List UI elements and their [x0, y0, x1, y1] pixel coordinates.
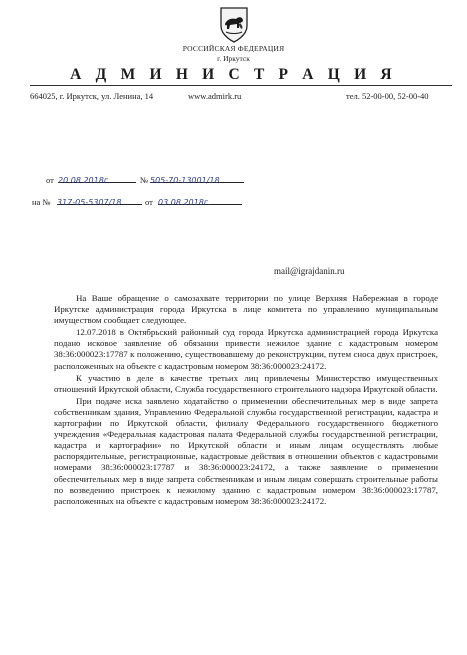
phone-numbers: тел. 52-00-00, 52-00-40 — [346, 91, 429, 101]
outgoing-number-label: № — [140, 175, 149, 185]
header-divider — [30, 85, 452, 86]
recipient-email: mail@igrajdanin.ru — [274, 266, 345, 276]
from-date-value: 20.08.2018г. — [58, 176, 111, 185]
reply-to-label: на № — [32, 197, 51, 207]
incoming-date-field — [158, 192, 242, 205]
paragraph-lawsuit: 12.07.2018 в Октябрьский районный суд города Иркутска администрацией города Иркутска подано исковое заявление об обязании привести нежилое здание с кадастровым номером 38:36:000023:17787 к положению, существовавшему до реконструкции, путем сноса двух пристроек, расположенных на объекте с кадастровым номером 38:36:000023:24172. — [54, 327, 438, 371]
from-date-label: от — [46, 175, 54, 185]
paragraph-interim-measures: При подаче иска заявлено ходатайство о применении обеспечительных мер в виде запрета собственникам здания, Управлению Федеральной службы государственной регистрации, кадастра и картографии по Иркутской области, филиалу Федерального государственного бюджетного учреждения «Федеральная кадастровая палата Федеральной службы государственной регистрации, кадастра и картографии» по Иркутской области и иным лицам осуществлять любые распорядительные, регистрационные, кадастровые действия в отношении объектов с кадастровыми номерами 38:36:000023:17787 и 38:36:000023:24172, а также заявление о применении обеспечительных мер в виде запрета собственникам и иным лицам совершать строительные работы по возведению пристроек к нежилому зданию с кадастровым номером 38:36:000023:17787, расположенных на объекте с кадастровым номером 38:36:000023:24172. — [54, 395, 438, 506]
from-date-field — [58, 170, 136, 183]
document-issuer-title: А Д М И Н И С Т Р А Ц И Я — [70, 66, 397, 83]
reply-date-label: от — [145, 197, 153, 207]
incoming-date-value: 03.08.2018г. — [158, 198, 211, 207]
outgoing-number-value: 505-70-13001/18 — [150, 176, 220, 185]
website-link: www.admirk.ru — [188, 91, 242, 101]
postal-address: 664025, г. Иркутск, ул. Ленина, 14 — [30, 91, 154, 101]
city-name: г. Иркутск — [217, 54, 250, 63]
incoming-number-field — [57, 192, 142, 205]
country-name: РОССИЙСКАЯ ФЕДЕРАЦИЯ — [182, 44, 285, 53]
paragraph-intro: На Ваше обращение о самозахвате территории по улице Верхняя Набережная в городе Иркутске администрация города Иркутска в лице комитета по управлению муниципальным имуществом сообщает следующее. — [54, 293, 438, 326]
letter-body — [54, 293, 438, 507]
paragraph-third-parties: К участию в деле в качестве третьих лиц привлечены Министерство имущественных отношений Иркутской области, Служба государственного строительного надзора Иркутской области. — [54, 372, 438, 394]
incoming-number-value: 317-05-5307/18 — [57, 198, 122, 207]
outgoing-number-field — [150, 170, 244, 183]
coat-of-arms-icon — [218, 6, 250, 44]
